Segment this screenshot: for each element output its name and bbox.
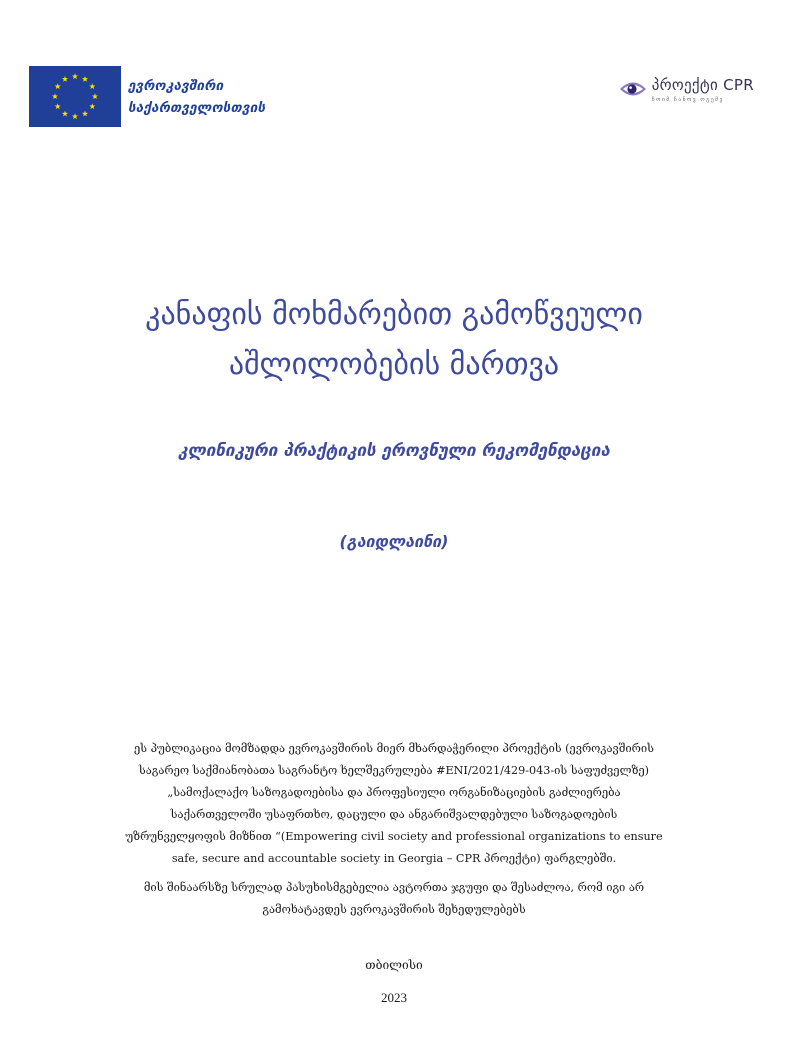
disclaimer-line: უზრუნველყოფის მიზნით “(Empowering civil society and professional organizations to ensure (125, 830, 663, 843)
eu-star-icon (72, 73, 78, 79)
disclaimer-line: გამოხატავდეს ევროკავშირის შეხედულებებს (262, 903, 526, 916)
disclaimer-paragraph-2 (70, 877, 718, 921)
eu-star-icon (72, 113, 78, 119)
eu-flag-icon (29, 66, 121, 127)
disclaimer-paragraph-1 (70, 738, 718, 870)
eu-logo (29, 66, 265, 127)
cpr-logo (619, 76, 754, 103)
eu-star-icon (89, 103, 95, 109)
title-line-1: კანაფის მოხმარებით გამოწვეული (145, 297, 643, 332)
document-title (0, 290, 788, 390)
eu-star-icon (55, 83, 61, 89)
eu-star-icon (62, 76, 68, 82)
publication-year: 2023 (381, 990, 407, 1005)
eu-star-icon (52, 93, 58, 99)
eu-star-icon (82, 76, 88, 82)
publication-city: თბილისი (365, 958, 423, 972)
eu-logo-text (128, 75, 265, 119)
eu-star-icon (92, 93, 98, 99)
disclaimer-line: ეს პუბლიკაცია მომზადდა ევროკავშირის მიერ მხარდაჭერილი პროექტის (ევროკავშირის (134, 742, 654, 755)
eu-star-icon (62, 111, 68, 117)
disclaimer-line: safe, secure and accountable society in Georgia – CPR პროექტი) ფარგლებში. (171, 852, 617, 865)
title-line-2: აშლილობების მართვა (228, 347, 560, 382)
cpr-logo-title: პროექტი CPR (651, 76, 754, 94)
eu-star-icon (55, 103, 61, 109)
cpr-eye-icon (619, 78, 647, 100)
funding-disclaimer (70, 738, 718, 921)
eu-star-icon (89, 83, 95, 89)
disclaimer-line: მის შინაარსზე სრულად პასუხისმგებელია ავტორთა ჯგუფი და შესაძლოა, რომ იგი არ (143, 881, 645, 894)
eu-logo-line2: საქართველოსთვის (128, 99, 266, 116)
disclaimer-line: საგარეო საქმიანობათა საგრანტო ხელშეკრულება #ENI/2021/429-043-ის საფუძველზე) (138, 764, 650, 777)
document-type-label: (გაიდლაინი) (339, 532, 449, 551)
disclaimer-line: საქართველოში უსაფრთხო, დაცული და ანგარიშვალდებული საზოგადოების (170, 808, 618, 821)
disclaimer-line: „სამოქალაქო საზოგადოებისა და პროფესიული ორგანიზაციების გაძლიერება (167, 786, 621, 799)
document-subtitle: კლინიკური პრაქტიკის ეროვნული რეკომენდაცია (178, 441, 610, 461)
cpr-logo-subtitle: ჩოიმ ჩანოვ ოგემვ (651, 97, 724, 103)
eu-logo-line1: ევროკავშირი (128, 77, 224, 94)
eu-star-icon (82, 111, 88, 117)
